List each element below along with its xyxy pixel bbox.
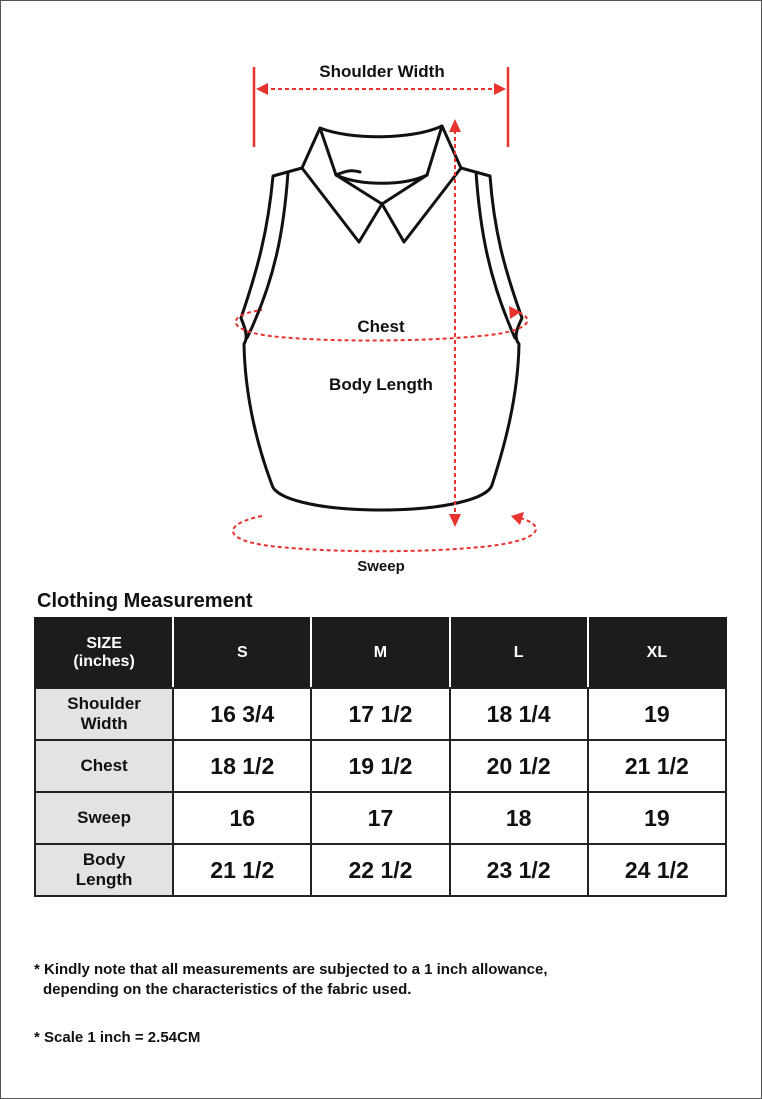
table-cell: 16 3/4 <box>173 688 311 740</box>
table-cell: 19 <box>588 792 726 844</box>
table-cell: 17 <box>311 792 449 844</box>
table-cell: 19 1/2 <box>311 740 449 792</box>
collar-inner-right <box>382 175 427 204</box>
row-label-sweep: Sweep <box>35 792 173 844</box>
table-cell: 21 1/2 <box>173 844 311 896</box>
size-header-s: S <box>173 618 311 688</box>
size-header-xl: XL <box>588 618 726 688</box>
left-armhole-line <box>247 172 288 338</box>
body-length-label: Body Length <box>329 375 433 394</box>
table-cell: 18 <box>450 792 588 844</box>
table-cell: 17 1/2 <box>311 688 449 740</box>
size-header-m: M <box>311 618 449 688</box>
right-armhole-line <box>476 172 515 338</box>
allowance-note-line2: depending on the characteristics of the fabric used. <box>43 981 412 998</box>
chest-label: Chest <box>357 317 405 336</box>
table-cell: 23 1/2 <box>450 844 588 896</box>
table-cell: 16 <box>173 792 311 844</box>
table-cell: 18 1/4 <box>450 688 588 740</box>
row-label-chest: Chest <box>35 740 173 792</box>
row-label-shoulder-width <box>35 688 173 740</box>
table-cell: 18 1/2 <box>173 740 311 792</box>
table-row <box>35 792 726 844</box>
sweep-label: Sweep <box>357 558 405 575</box>
row-label-line2: Length <box>75 870 133 889</box>
table-cell: 24 1/2 <box>588 844 726 896</box>
size-header-l: L <box>450 618 588 688</box>
table-cell: 20 1/2 <box>450 740 588 792</box>
scale-note: * Scale 1 inch = 2.54CM <box>34 1029 201 1046</box>
allowance-note-line1: * Kindly note that all measurements are subjected to a 1 inch allowance, <box>34 961 548 978</box>
row-label-body-length <box>35 844 173 896</box>
table-cell: 21 1/2 <box>588 740 726 792</box>
allowance-note <box>34 960 724 1000</box>
shoulder-width-label: Shoulder Width <box>319 62 445 81</box>
size-header-line1: SIZE <box>86 635 122 652</box>
size-header-cell <box>35 618 173 688</box>
table-row <box>35 688 726 740</box>
row-label-line1: Body <box>82 850 126 869</box>
table-header-row <box>35 618 726 688</box>
sweep-marker <box>233 512 536 551</box>
table-cell: 22 1/2 <box>311 844 449 896</box>
collar-inner-curve <box>336 171 360 175</box>
row-label-line1: Shoulder <box>67 694 141 713</box>
table-title: Clothing Measurement <box>37 590 253 612</box>
table-row <box>35 844 726 896</box>
size-header-line2: (inches) <box>73 653 135 670</box>
collar-inner-left <box>336 175 382 204</box>
row-label-line2: Width <box>80 714 128 733</box>
size-chart-table <box>34 617 727 897</box>
table-cell: 19 <box>588 688 726 740</box>
table-row <box>35 740 726 792</box>
